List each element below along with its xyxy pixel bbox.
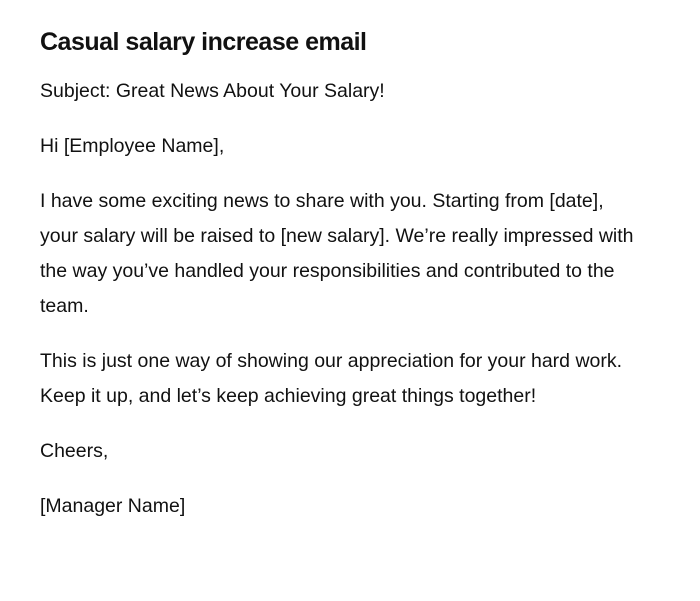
- email-body-paragraph: I have some exciting news to share with you. Starting from [date], your salary will be raised to [new salary]. We’re really impressed with the way you’ve handled your responsibilities and contributed to the team.: [40, 190, 634, 317]
- email-signature: [Manager Name]: [40, 495, 186, 517]
- email-subject: Subject: Great News About Your Salary!: [40, 80, 385, 102]
- page-title: Casual salary increase email: [40, 28, 367, 56]
- email-closing: Cheers,: [40, 440, 109, 462]
- email-body-paragraph: This is just one way of showing our appreciation for your hard work. Keep it up, and let’s keep achieving great things together!: [40, 350, 623, 407]
- email-greeting: Hi [Employee Name],: [40, 135, 225, 157]
